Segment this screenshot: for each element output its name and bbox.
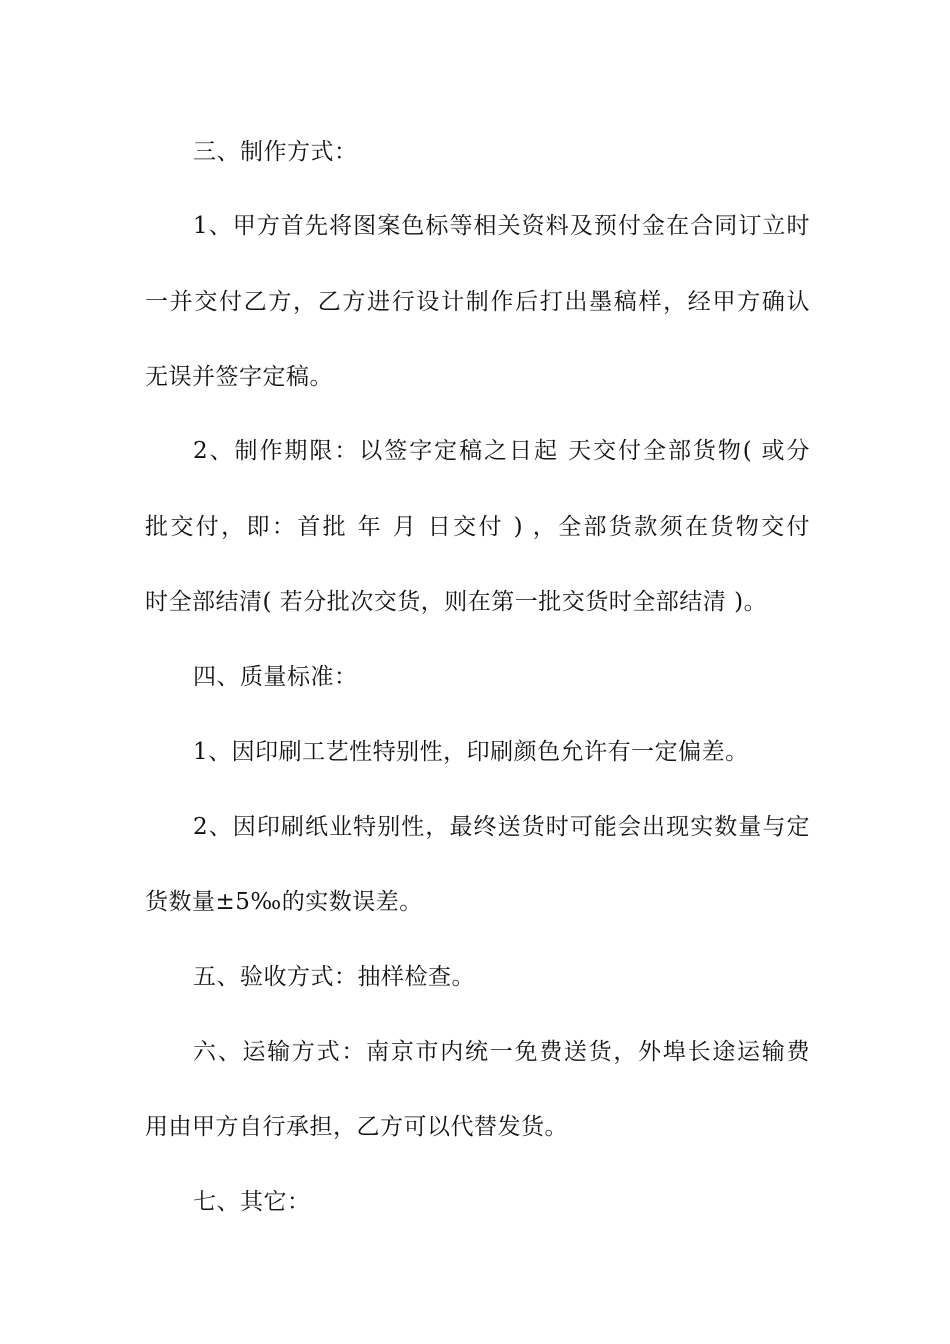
section-heading-production-method: 三、制作方式： [193,139,358,165]
paragraph-line: 1、因印刷工艺性特别性，印刷颜色允许有一定偏差。 [193,739,749,765]
paragraph-line: 一并交付乙方，乙方进行设计制作后打出墨稿样，经甲方确认 [145,289,810,315]
section-heading-other: 七、其它： [193,1189,311,1215]
section-heading-quality-standard: 四、质量标准： [193,664,358,690]
paragraph-line: 1、甲方首先将图案色标等相关资料及预付金在合同订立时 [193,213,810,239]
paragraph-line: 2、制作期限：以签字定稿之日起 天交付全部货物( 或分 [193,438,810,464]
section-heading-acceptance-method: 五、验收方式：抽样检查。 [193,964,475,990]
paragraph-line: 无误并签字定稿。 [145,364,333,390]
paragraph-line: 货数量±5‰的实数误差。 [145,889,423,915]
paragraph-line: 用由甲方自行承担，乙方可以代替发货。 [145,1114,568,1140]
paragraph-line: 批交付，即：首批 年 月 日交付 ) ，全部货款须在货物交付 [145,514,810,540]
paragraph-line: 时全部结清( 若分批次交货，则在第一批交货时全部结清 )。 [145,589,768,615]
paragraph-line: 2、因印刷纸业特别性，最终送货时可能会出现实数量与定 [193,814,810,840]
paragraph-line: 六、运输方式：南京市内统一免费送货，外埠长途运输费 [193,1039,810,1065]
